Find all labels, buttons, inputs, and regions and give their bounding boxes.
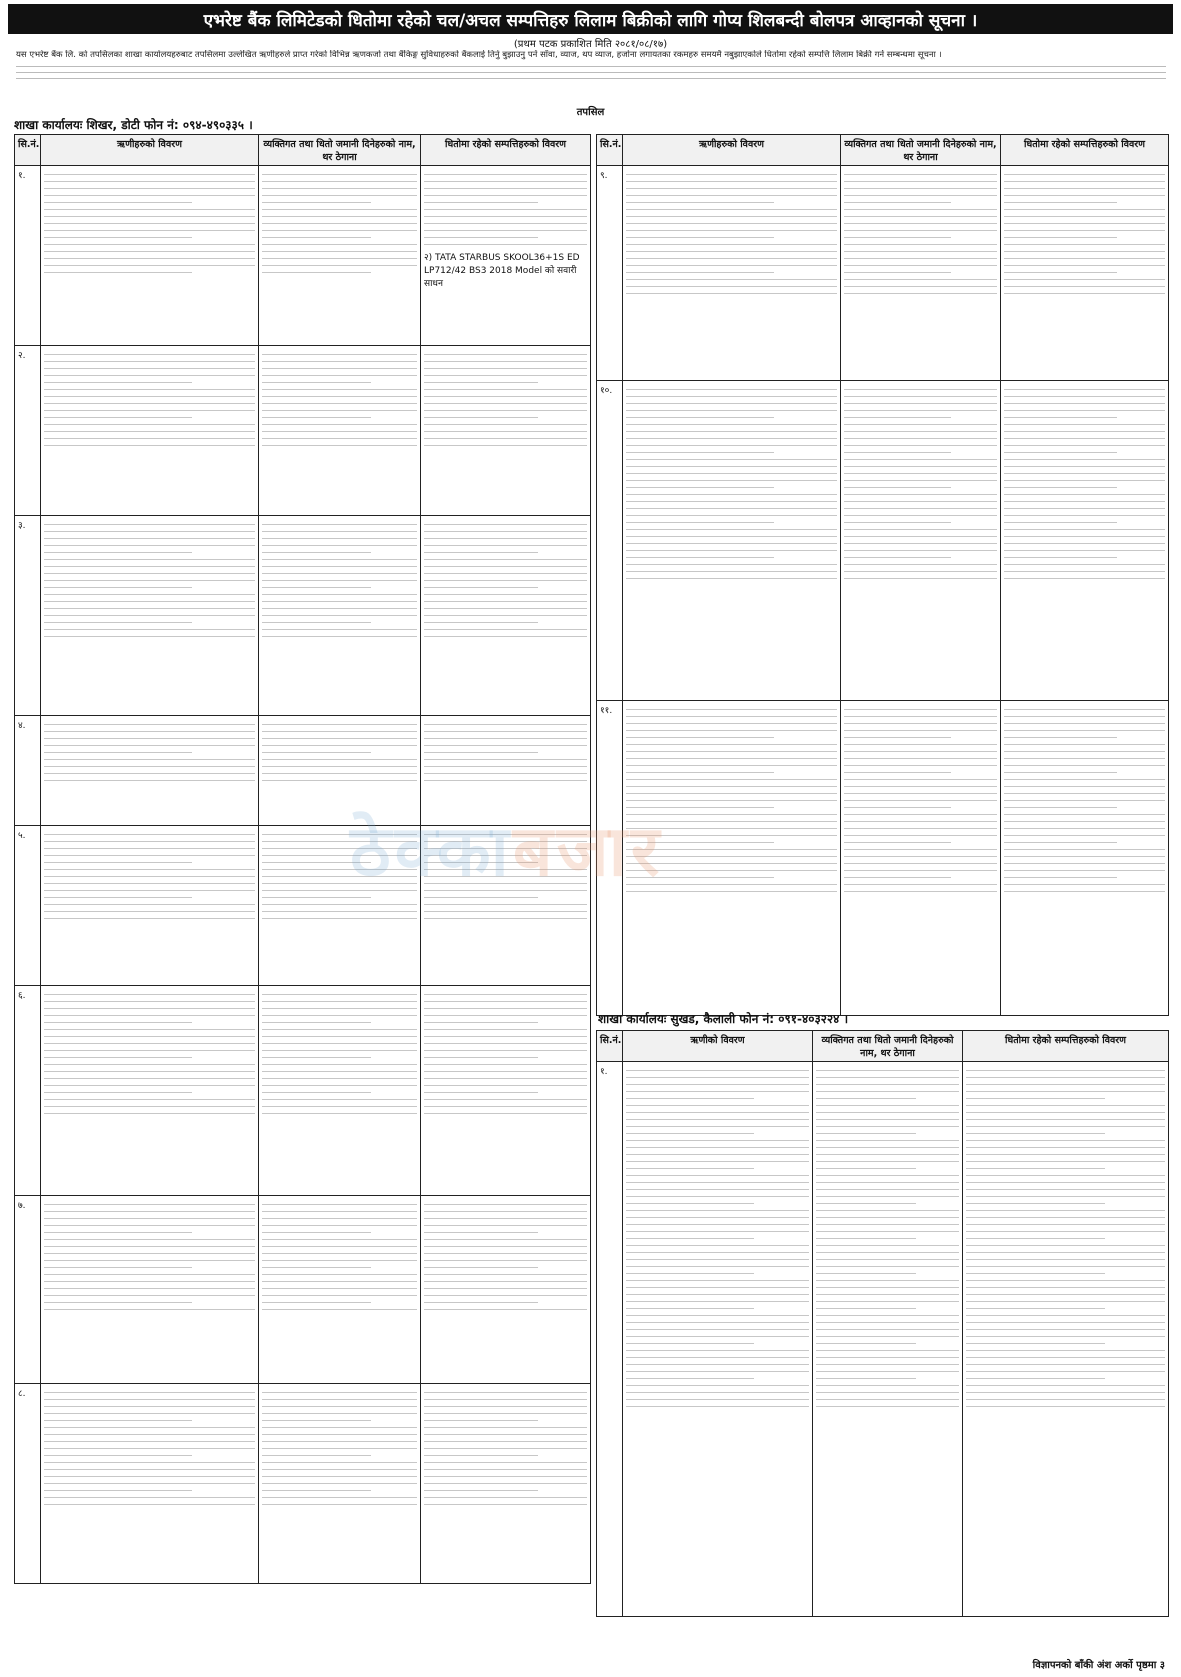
property-details xyxy=(421,516,591,716)
guarantor-details xyxy=(841,166,1001,381)
borrower-details xyxy=(623,381,841,701)
table-row xyxy=(15,346,591,516)
table-row xyxy=(597,166,1169,381)
property-details xyxy=(1001,381,1169,701)
intro-paragraph xyxy=(16,50,1166,102)
col-property-right2: धितोमा रहेको सम्पत्तिहरुको विवरण xyxy=(963,1031,1169,1062)
row-serial: ५. xyxy=(15,826,41,986)
property-details xyxy=(421,346,591,516)
property-details xyxy=(1001,701,1169,1016)
intro-text: यस एभरेष्ट बैंक लि. को तपसिलका शाखा कार्यालयहरुबाट तपसिलमा उल्लेखित ऋणीहरुले प्राप्त गरेको विभिन्न ऋणकर्जा तथा बैंकिङ्ग सुविधाहरुको बैंकलाई तिर्नु बुझाउनु पर्ने साँवा, व्याज, थप व्याज, हर्जाना लगायतका रकमहरु समयमै नबुझाएकोले धितोमा रहेको सम्पत्ति लिलाम बिक्री गर्ने सम्बन्धमा सूचना । xyxy=(16,50,942,60)
left-office-heading: शाखा कार्यालयः शिखर, डोटी फोन नं: ०९४-४९०३३५ । xyxy=(14,118,253,132)
table-row xyxy=(15,516,591,716)
guarantor-details xyxy=(259,166,421,346)
col-guarantor-right: व्यक्तिगत तथा धितो जमानी दिनेहरुको नाम, थर ठेगाना xyxy=(841,135,1001,166)
guarantor-details xyxy=(841,381,1001,701)
row-serial: ४. xyxy=(15,716,41,826)
borrower-details xyxy=(623,1062,813,1617)
col-borrower: ऋणीहरुको विवरण xyxy=(41,135,259,166)
property-details xyxy=(421,986,591,1196)
guarantor-details xyxy=(259,1384,421,1584)
col-guarantor-right2: व्यक्तिगत तथा धितो जमानी दिनेहरुको नाम, थर ठेगाना xyxy=(813,1031,963,1062)
publish-date: (प्रथम पटक प्रकाशित मिति २०८१/०८/१७) xyxy=(513,39,668,50)
right-table-body xyxy=(597,166,1169,1016)
row-serial: १. xyxy=(15,166,41,346)
tapsil-heading: तपसिल xyxy=(576,107,605,118)
col-property-right: धितोमा रहेको सम्पत्तिहरुको विवरण xyxy=(1001,135,1169,166)
property-details xyxy=(421,1196,591,1384)
guarantor-details xyxy=(259,346,421,516)
row-serial: २. xyxy=(15,346,41,516)
borrower-details xyxy=(41,346,259,516)
table-row xyxy=(15,986,591,1196)
guarantor-details xyxy=(841,701,1001,1016)
col-property: धितोमा रहेको सम्पत्तिहरुको विवरण xyxy=(421,135,591,166)
guarantor-details xyxy=(259,1196,421,1384)
row-serial: ८. xyxy=(15,1384,41,1584)
table-row xyxy=(15,166,591,346)
vehicle-note: २) TATA STARBUS SKOOL36+1S ED LP712/42 BS3 2018 Model को सवारी साधन xyxy=(424,253,580,289)
continued-note: विज्ञापनको बाँकी अंश अर्को पृष्ठमा ३ xyxy=(1032,1660,1165,1671)
watermark-logo: ठेक्काबजार xyxy=(350,810,664,892)
notice-title: एभरेष्ट बैंक लिमिटेडको धितोमा रहेको चल/अचल सम्पत्तिहरु लिलाम बिक्रीको लागि गोप्य शिलबन्दी बोलपत्र आव्हानको सूचना । xyxy=(8,4,1173,34)
table-row xyxy=(597,381,1169,701)
right-table-2-body xyxy=(597,1062,1169,1617)
borrower-details xyxy=(623,166,841,381)
guarantor-details xyxy=(259,516,421,716)
borrower-details xyxy=(41,716,259,826)
table-row xyxy=(15,1196,591,1384)
row-serial: ११. xyxy=(597,701,623,1016)
property-details xyxy=(421,1384,591,1584)
row-serial: ६. xyxy=(15,986,41,1196)
table-row xyxy=(597,1062,1169,1617)
borrower-details xyxy=(41,826,259,986)
property-details xyxy=(421,166,591,346)
property-details xyxy=(963,1062,1169,1617)
row-serial: १. xyxy=(597,1062,623,1617)
right-table xyxy=(596,134,1169,1016)
col-sn-right: सि.नं. xyxy=(597,135,623,166)
borrower-details xyxy=(41,986,259,1196)
col-sn-right2: सि.नं. xyxy=(597,1031,623,1062)
row-serial: १०. xyxy=(597,381,623,701)
borrower-details xyxy=(41,516,259,716)
table-row xyxy=(597,701,1169,1016)
col-sn: सि.नं. xyxy=(15,135,41,166)
col-borrower-right2: ऋणीको विवरण xyxy=(623,1031,813,1062)
guarantor-details xyxy=(813,1062,963,1617)
borrower-details xyxy=(41,1384,259,1584)
row-serial: ७. xyxy=(15,1196,41,1384)
guarantor-details xyxy=(259,986,421,1196)
right-table-2 xyxy=(596,1030,1169,1617)
col-guarantor: व्यक्तिगत तथा धितो जमानी दिनेहरुको नाम, थर ठेगाना xyxy=(259,135,421,166)
row-serial: ३. xyxy=(15,516,41,716)
col-borrower-right: ऋणीहरुको विवरण xyxy=(623,135,841,166)
row-serial: ९. xyxy=(597,166,623,381)
borrower-details xyxy=(41,166,259,346)
property-details xyxy=(1001,166,1169,381)
borrower-details xyxy=(41,1196,259,1384)
table-row xyxy=(15,1384,591,1584)
right-office-heading-sukhad: शाखा कार्यालयः सुखड, कैलाली फोन नं: ०९१-४०३२२४ । xyxy=(598,1012,849,1026)
